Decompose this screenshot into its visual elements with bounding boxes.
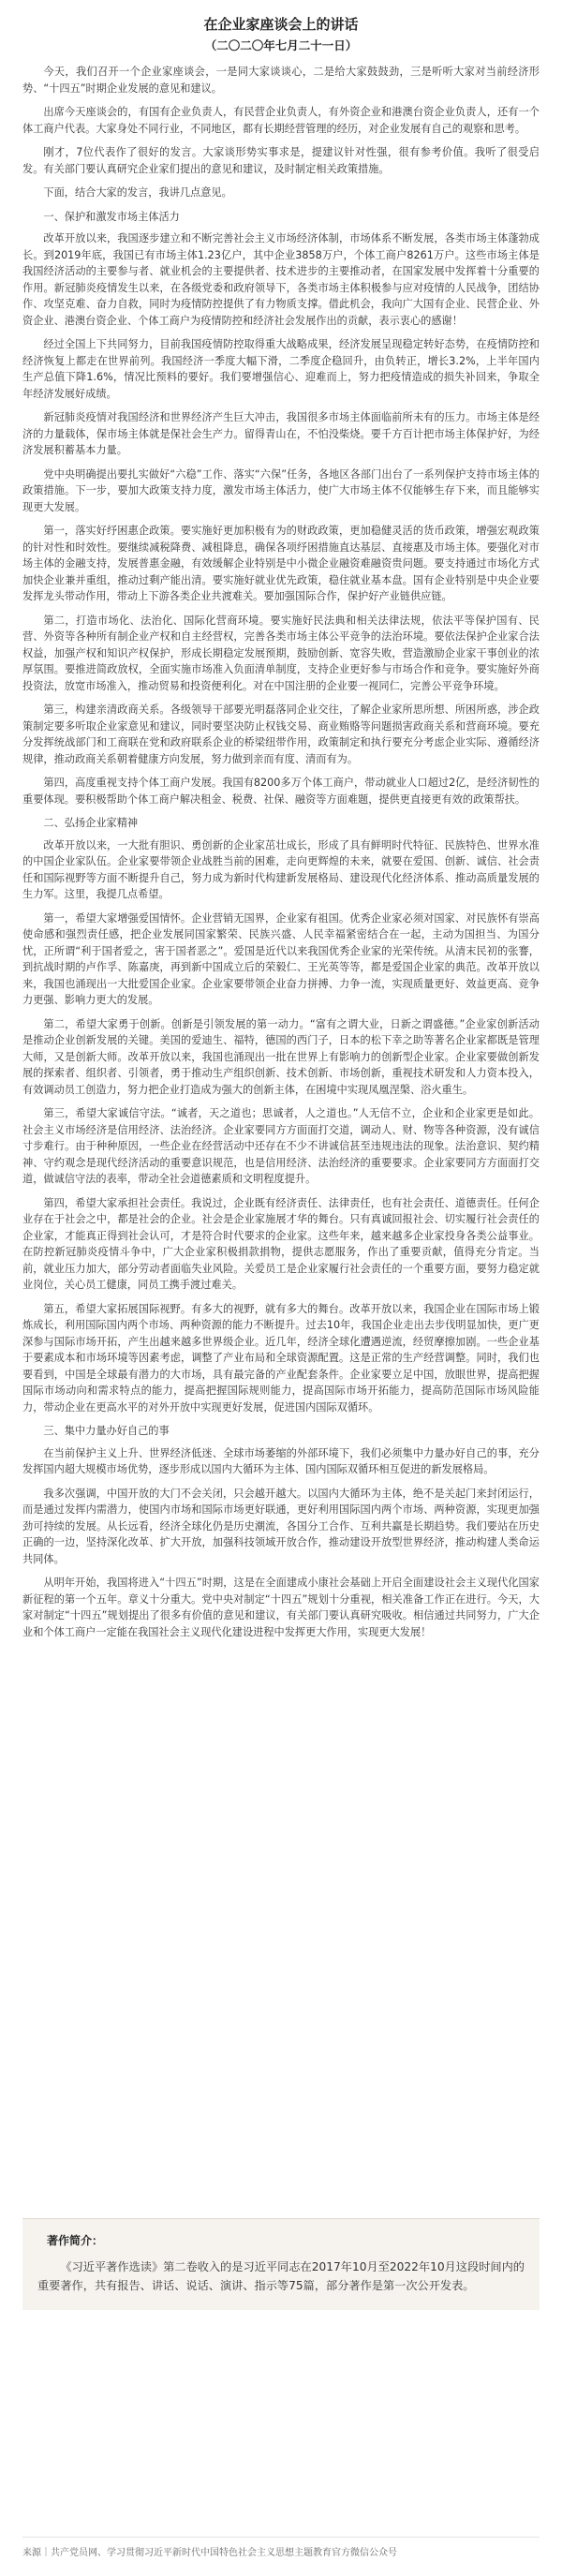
paragraph: 第三，希望大家诚信守法。“诚者，天之道也；思诚者，人之道也。”人无信不立，企业和企业家更是如此。社会主义市场经济是信用经济、法治经济。企业家要同方方面面打交道，调动人、财、物等各种资源，没有诚信寸步难行。由于种种原因，一些企业在经营活动中还存在不少不讲诚信甚至违规违法的现象。法治意识、契约精神、守约观念是现代经济活动的重要意识规范，也是信用经济、法治经济的重要要求。企业家要同方方面面打交道，做诚信守法的表率，带动全社会道德素质和文明程度提升。 xyxy=(22,1107,540,1185)
paragraph: 在当前保护主义上升、世界经济低迷、全球市场萎缩的外部环境下，我们必须集中力量办好自己的事，充分发挥国内超大规模市场优势，逐步形成以国内大循环为主体、国内国际双循环相互促进的新发展格局。 xyxy=(22,1446,540,1475)
book-intro-label: 著作简介： xyxy=(47,2234,104,2247)
paragraph: 第五，希望大家拓展国际视野。有多大的视野，就有多大的舞台。改革开放以来，我国企业在国际市场上锻炼成长，利用国际国内两个市场、两种资源的能力不断提升。过去10年，我国企业走出去步伐明显加快，更广更深参与国际市场开拓，产生出越来越多世界级企业。近几年，经济全球化遭遇逆流，经贸摩擦加剧。一些企业基于要素成本和市场环境等因素考虑，调整了产业布局和全球资源配置。这是正常的生产经营调整。同时，我们也要看到，中国是全球最有潜力的大市场，具有最完备的产业配套条件。企业家要立足中国，放眼世界，提高把握国际市场动向和需求特点的能力，提高把握国际规则能力，提高国际市场开拓能力，提高防范国际市场风险能力，带动企业在更高水平的对外开放中实现更好发展，促进国内国际双循环。 xyxy=(22,1302,540,1414)
section-heading: 三、集中力量办好自己的事 xyxy=(43,1425,170,1437)
paragraph: 第二，希望大家勇于创新。创新是引领发展的第一动力。“富有之谓大业，日新之谓盛德。”企业家创新活动是推动企业创新发展的关键。美国的爱迪生、福特，德国的西门子，日本的松下幸之助等著名企业家都既是管理大师，又是创新大师。改革开放以来，我国也涌现出一批在世界上有影响力的创新型企业家。企业家要做创新发展的探索者、组织者、引领者，勇于推动生产组织创新、技术创新、市场创新，重视技术研发和人力资本投入，有效调动员工创造力，努力把企业打造成为强大的创新主体，在困境中实现凤凰涅槃、浴火重生。 xyxy=(22,1017,540,1096)
paragraph: 改革开放以来，我国逐步建立和不断完善社会主义市场经济体制，市场体系不断发展，各类市场主体蓬勃成长。到2019年底，我国已有市场主体1.23亿户，其中企业3858万户，个体工商户8261万户。这些市场主体是我国经济活动的主要参与者、就业机会的主要提供者、技术进步的主要推动者，在国家发展中发挥着十分重要的作用。新冠肺炎疫情发生以来，在各级党委和政府领导下，各类市场主体积极参与应对疫情的人民战争，团结协作、攻坚克难、奋力自救，同时为疫情防控提供了有力物质支撑。借此机会，我向广大国有企业、民营企业、外资企业、港澳台资企业、个体工商户为疫情防控和经济社会发展作出的贡献，表示衷心的感谢！ xyxy=(22,232,540,327)
article-title: 在企业家座谈会上的讲话 xyxy=(203,16,359,33)
footer-divider xyxy=(22,2537,540,2538)
paragraph: 改革开放以来，一大批有胆识、勇创新的企业家茁壮成长，形成了具有鲜明时代特征、民族特色、世界水准的中国企业家队伍。企业家要带领企业战胜当前的困难，走向更辉煌的未来，就要在爱国、创新、诚信、社会责任和国际视野等方面不断提升自己，努力成为新时代构建新发展格局、建设现代化经济体系、推动高质量发展的生力军。这里，我提几点希望。 xyxy=(22,838,540,900)
paragraph: 经过全国上下共同努力，目前我国疫情防控取得重大战略成果，经济发展呈现稳定转好态势，在疫情防控和经济恢复上都走在世界前列。我国经济一季度大幅下滑，二季度企稳回升，由负转正，增长3.2%，上半年国内生产总值下降1.6%，情况比预料的要好。我们要增强信心、迎难而上，努力把疫情造成的损失补回来，争取全年经济发展好成绩。 xyxy=(22,338,540,400)
paragraph: 刚才，7位代表作了很好的发言。大家谈形势实事求是，提建议针对性强，很有参考价值。我听了很受启发。有关部门要认真研究企业家们提出的意见和建议，及时制定相关政策措施。 xyxy=(22,146,540,175)
paragraph: 我多次强调，中国开放的大门不会关闭，只会越开越大。以国内大循环为主体，绝不是关起门来封闭运行，而是通过发挥内需潜力，使国内市场和国际市场更好联通，更好利用国际国内两个市场、两种资源，实现更加强劲可持续的发展。从长远看，经济全球化仍是历史潮流，各国分工合作、互利共赢是长期趋势。我们要站在历史正确的一边，坚持深化改革、扩大开放，加强科技领域开放合作，推动建设开放型世界经济，推动构建人类命运共同体。 xyxy=(22,1487,540,1565)
paragraph: 第四，高度重视支持个体工商户发展。我国有8200多万个体工商户，带动就业人口超过2亿，是经济韧性的重要体现。要积极帮助个体工商户解决租金、税费、社保、融资等方面难题，提供更直接更有效的政策帮扶。 xyxy=(22,777,540,806)
section-heading: 一、保护和激发市场主体活力 xyxy=(43,210,180,223)
paragraph: 第一，落实好纾困惠企政策。要实施好更加积极有为的财政政策，更加稳健灵活的货币政策，增强宏观政策的针对性和时效性。要继续减税降费、减租降息，确保各项纾困措施直达基层、直接惠及市场主体。要强化对市场主体的金融支持，发展普惠金融，有效缓解企业特别是中小微企业融资难融资贵问题。要支持通过市场化方式加快企业兼并重组，推动过剩产能出清。要实施好就业优先政策，稳住就业基本盘。国有企业特别是中央企业要发挥龙头带动作用，带动上下游各类企业共渡难关。要加强国际合作，保护好产业链供应链。 xyxy=(22,525,540,602)
paragraph: 新冠肺炎疫情对我国经济和世界经济产生巨大冲击，我国很多市场主体面临前所未有的压力。市场主体是经济的力量载体，保市场主体就是保社会生产力。留得青山在，不怕没柴烧。要千方百计把市场主体保护好，为经济发展积蓄基本力量。 xyxy=(22,411,540,456)
paragraph: 党中央明确提出要扎实做好“六稳”工作、落实“六保”任务，各地区各部门出台了一系列保护支持市场主体的政策措施。下一步，要加大政策支持力度，激发市场主体活力，使广大市场主体不仅能够生存下来，而且能够实现更大发展。 xyxy=(22,467,540,513)
paragraph: 从明年开始，我国将进入“十四五”时期，这是在全面建成小康社会基础上开启全面建设社会主义现代化国家新征程的第一个五年。章义十分重大。党中央对制定“十四五”规划十分重视，相关准备工作正在进行。今天，大家对制定“十四五”规划提出了很多有价值的意见和建议，有关部门要认真研究吸收。相信通过共同努力，广大企业和个体工商户一定能在我国社会主义现代化建设进程中发挥更大作用，实现更大发展！ xyxy=(22,1577,540,1638)
paragraph: 第四，希望大家承担社会责任。我说过，企业既有经济责任、法律责任，也有社会责任、道德责任。任何企业存在于社会之中，都是社会的企业。社会是企业家施展才华的舞台。只有真诚回报社会、切实履行社会责任的企业家，才能真正得到社会认可，才是符合时代要求的企业家。这些年来，越来越多企业家投身各类公益事业。在防控新冠肺炎疫情斗争中，广大企业家积极捐款捐物，提供志愿服务，作出了重要贡献，值得充分肯定。当前，就业压力加大，部分劳动者面临失业风险。关爱员工是企业家履行社会责任的一个重要方面，要努力稳定就业岗位，关心员工健康，同员工携手渡过难关。 xyxy=(22,1196,540,1291)
paragraph: 第一，希望大家增强爱国情怀。企业营销无国界，企业家有祖国。优秀企业家必须对国家、对民族怀有崇高使命感和强烈责任感，把企业发展同国家繁荣、民族兴盛、人民幸福紧密结合在一起，主动为国担当、为国分忧，正所谓“利于国者爱之，害于国者恶之”。爱国是近代以来我国优秀企业家的光荣传统。从清末民初的张謇，到抗战时期的卢作孚、陈嘉庚，再到新中国成立后的荣毅仁、王光英等等，都是爱国企业家的典范。改革开放以来，我国也涌现出一大批爱国企业家。企业家要带领企业奋力拼搏、力争一流，实现质量更好、效益更高、竞争力更强、影响力更大的发展。 xyxy=(22,911,540,1006)
article-body xyxy=(0,54,562,1640)
article-date: （二〇二〇年七月二十一日） xyxy=(204,38,358,52)
paragraph: 今天，我们召开一个企业家座谈会，一是同大家谈谈心，二是给大家鼓鼓劲，三是听听大家对当前经济形势、“十四五”时期企业发展的意见和建议。 xyxy=(22,66,540,95)
book-intro xyxy=(22,2218,540,2310)
paragraph: 下面，结合大家的发言，我讲几点意见。 xyxy=(43,186,232,199)
article-header xyxy=(0,0,562,54)
paragraph: 出席今天座谈会的，有国有企业负责人，有民营企业负责人，有外资企业和港澳台资企业负责人，还有一个体工商户代表。大家身处不同行业，不同地区，都有长期经营管理的经历，对企业发展有自己的观察和思考。 xyxy=(22,106,540,135)
source-line: 来源｜共产党员网、学习贯彻习近平新时代中国特色社会主义思想主题教育官方微信公众号 xyxy=(22,2548,397,2558)
book-intro-text: 《习近平著作选读》第二卷收入的是习近平同志在2017年10月至2022年10月这段时间内的重要著作，共有报告、讲话、说话、演讲、指示等75篇，部分著作是第一次公开发表。 xyxy=(37,2260,525,2292)
section-heading: 二、弘扬企业家精神 xyxy=(43,817,139,829)
paragraph: 第三，构建亲清政商关系。各级领导干部要光明磊落同企业交往，了解企业家所思所想、所困所惑，涉企政策制定要多听取企业家意见和建议，同时要坚决防止权钱交易、商业贿赂等问题损害政商关系和营商环境。要充分发挥统战部门和工商联在党和政府联系企业的桥梁纽带作用，政策制定和执行要充分考虑企业实际、遵循经济规律，推动政商关系朝着健康方向发展，努力做到亲而有度、清而有为。 xyxy=(22,703,540,765)
paragraph: 第二，打造市场化、法治化、国际化营商环境。要实施好民法典和相关法律法规，依法平等保护国有、民营、外资等各种所有制企业产权和自主经营权，完善各类市场主体公平竞争的法治环境。要依法保护企业家合法权益，加强产权和知识产权保护，形成长期稳定发展预期，鼓励创新、宽容失败，营造激励企业家干事创业的浓厚氛围。要推进简政放权，全面实施市场准入负面清单制度，支持企业更好参与市场合作和竞争。要实施好外商投资法，放宽市场准入，推动贸易和投资便利化。对在中国注册的企业要一视同仁，完善公平竞争环境。 xyxy=(22,614,540,692)
book-intro-box xyxy=(22,2218,540,2310)
